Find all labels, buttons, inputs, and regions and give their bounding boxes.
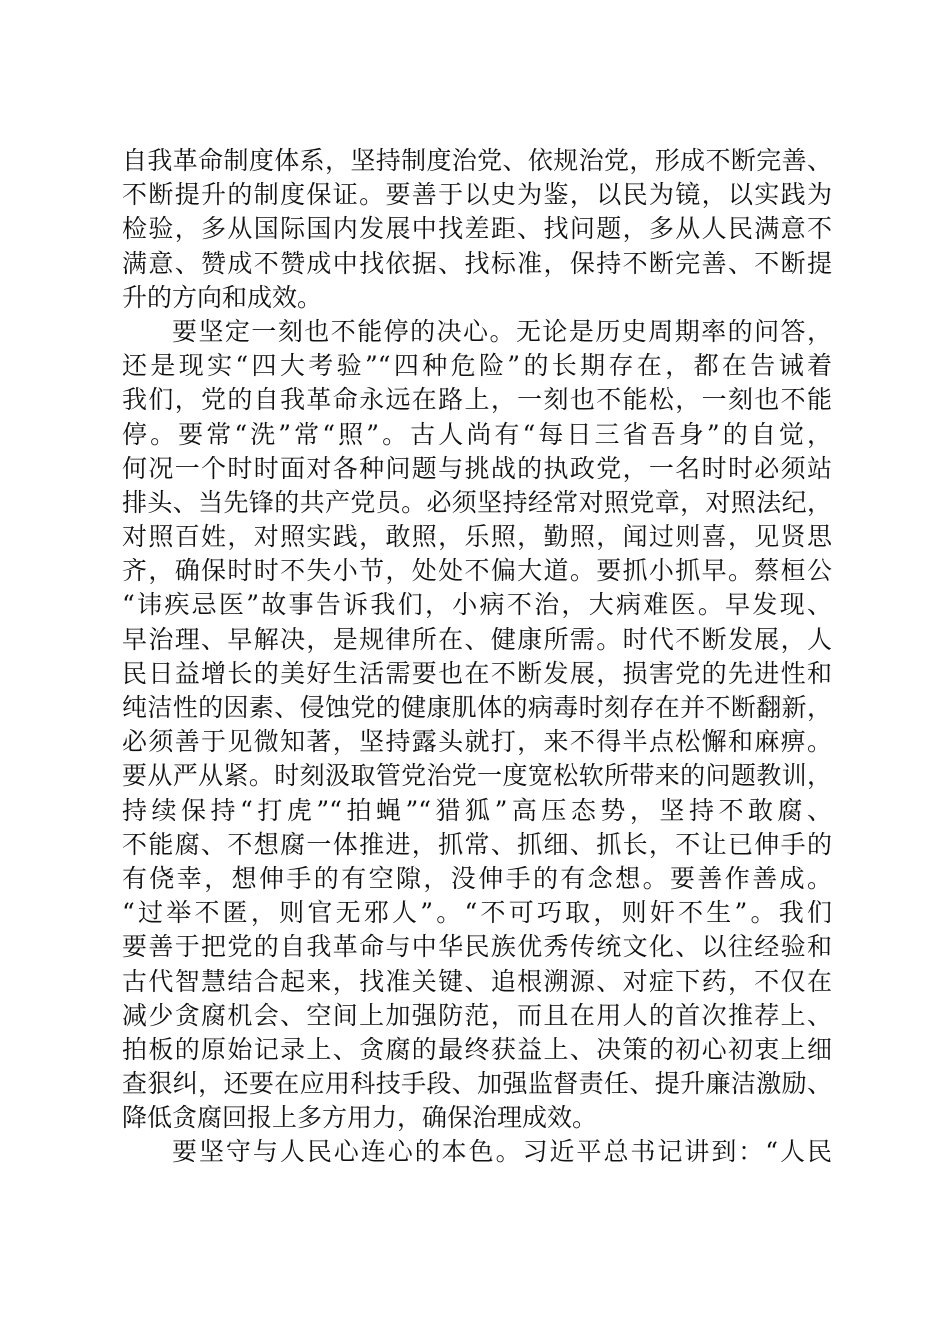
text-line: 古代智慧结合起来，找准关键、追根溯源、对症下药，不仅在 bbox=[122, 966, 832, 996]
text-line: 持续保持“打虎”“拍蝇”“猎狐”高压态势，坚持不敢腐、 bbox=[122, 795, 832, 825]
text-line: 有侥幸，想伸手的有空隙，没伸手的有念想。要善作善成。 bbox=[122, 863, 832, 893]
text-line: 不能腐、不想腐一体推进，抓常、抓细、抓长，不让已伸手的 bbox=[122, 829, 832, 859]
text-line: 降低贪腐回报上多方用力，确保治理成效。 bbox=[122, 1103, 598, 1133]
text-line: 满意、赞成不赞成中找依据、找标准，保持不断完善、不断提 bbox=[122, 248, 832, 278]
text-line: 齐，确保时时不失小节，处处不偏大道。要抓小抓早。蔡桓公 bbox=[122, 556, 832, 586]
text-line: 减少贪腐机会、空间上加强防范，而且在用人的首次推荐上、 bbox=[122, 1000, 832, 1030]
text-line: 要善于把党的自我革命与中华民族优秀传统文化、以往经验和 bbox=[122, 932, 832, 962]
text-line: 对照百姓，对照实践，敢照，乐照，勤照，闻过则喜，见贤思 bbox=[122, 522, 832, 552]
text-line: 还是现实“四大考验”“四种危险”的长期存在，都在告诫着 bbox=[122, 351, 832, 381]
text-line: 要坚守与人民心连心的本色。习近平总书记讲到：“人民 bbox=[172, 1137, 832, 1167]
text-line: 查狠纠，还要在应用科技手段、加强监督责任、提升廉洁激励、 bbox=[122, 1069, 832, 1099]
document-body bbox=[122, 144, 832, 1170]
text-line: 停。要常“洗”常“照”。古人尚有“每日三省吾身”的自觉， bbox=[122, 419, 832, 449]
text-line: 自我革命制度体系，坚持制度治党、依规治党，形成不断完善、 bbox=[122, 146, 832, 175]
text-line: “过举不匿，则官无邪人”。“不可巧取，则奸不生”。我们 bbox=[122, 898, 832, 928]
text-line: 排头、当先锋的共产党员。必须坚持经常对照党章，对照法纪， bbox=[122, 487, 832, 517]
text-line: 何况一个时时面对各种问题与挑战的执政党，一名时时必须站 bbox=[122, 453, 832, 483]
text-line: 升的方向和成效。 bbox=[122, 282, 323, 312]
text-line: 我们，党的自我革命永远在路上，一刻也不能松，一刻也不能 bbox=[122, 385, 832, 415]
text-line: 拍板的原始记录上、贪腐的最终获益上、决策的初心初衷上细 bbox=[122, 1034, 832, 1064]
text-line: 必须善于见微知著，坚持露头就打，来不得半点松懈和麻痹。 bbox=[122, 727, 832, 757]
text-line: 要坚定一刻也不能停的决心。无论是历史周期率的问答， bbox=[172, 316, 832, 346]
text-line: 要从严从紧。时刻汲取管党治党一度宽松软所带来的问题教训， bbox=[122, 761, 832, 791]
text-line: “讳疾忌医”故事告诉我们，小病不治，大病难医。早发现、 bbox=[122, 590, 832, 620]
text-line: 早治理、早解决，是规律所在、健康所需。时代不断发展，人 bbox=[122, 624, 832, 654]
text-line: 民日益增长的美好生活需要也在不断发展，损害党的先进性和 bbox=[122, 658, 832, 688]
text-line: 不断提升的制度保证。要善于以史为鉴，以民为镜，以实践为 bbox=[122, 180, 832, 210]
text-line: 纯洁性的因素、侵蚀党的健康肌体的病毒时刻存在并不断翻新， bbox=[122, 693, 832, 722]
text-line: 检验，多从国际国内发展中找差距、找问题，多从人民满意不 bbox=[122, 214, 832, 244]
